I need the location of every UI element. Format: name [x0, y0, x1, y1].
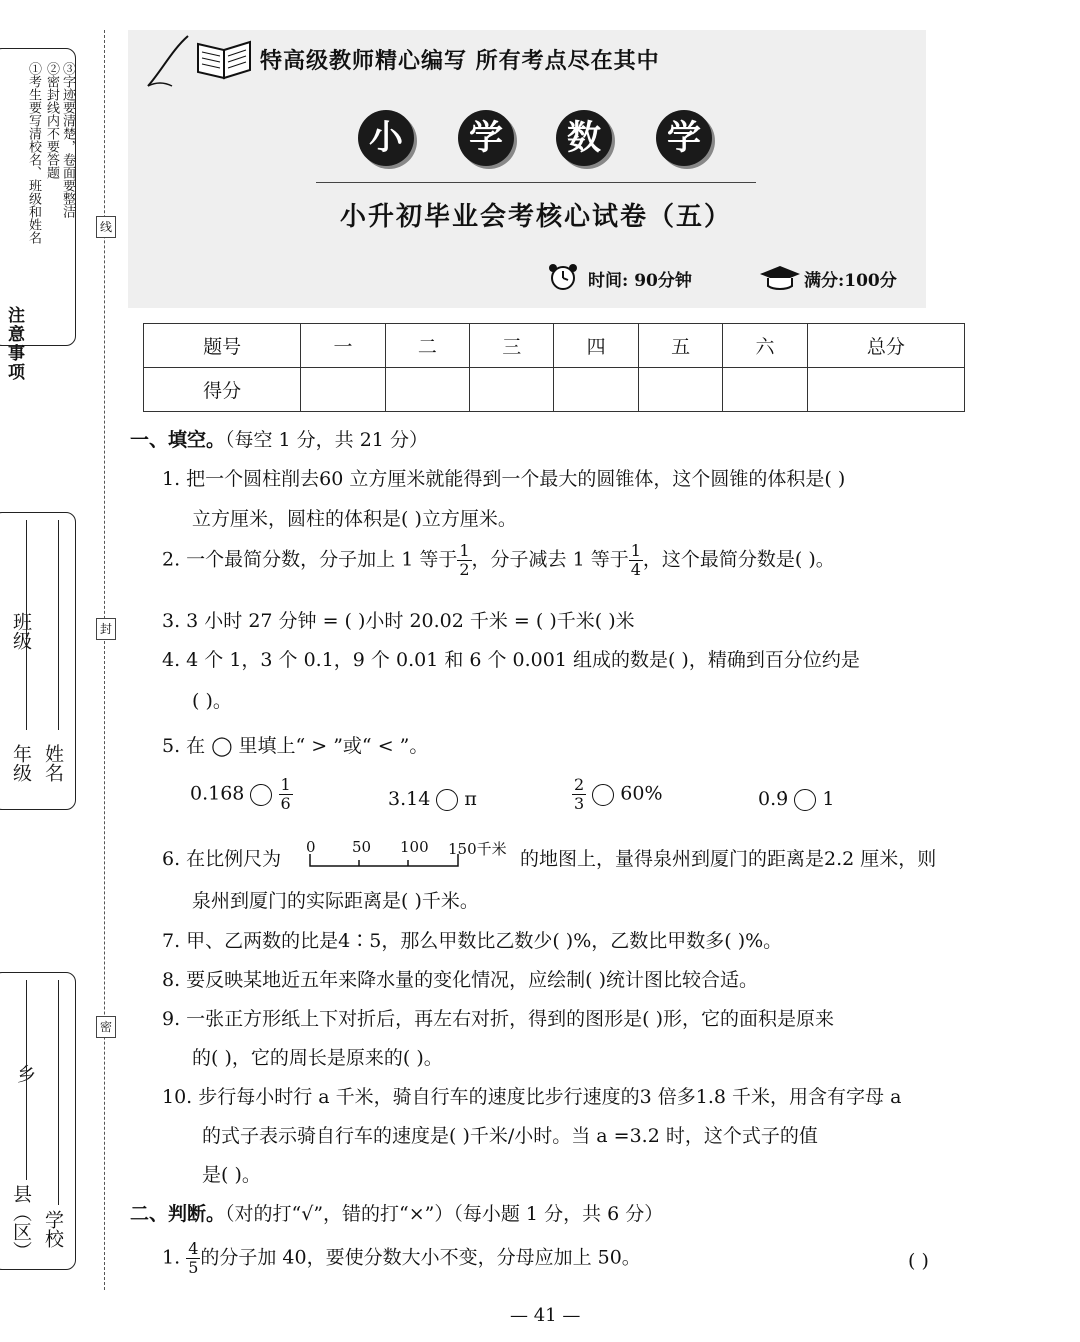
- score-input-cell[interactable]: [301, 368, 385, 412]
- notice-item-1: ①考生要写清校名、班级和姓名: [26, 62, 41, 244]
- question-6-post: 的地图上，量得泉州到厦门的距离是2.2 厘米，则: [520, 848, 937, 870]
- question-1a: 1. 把一个圆柱削去60 立方厘米就能得到一个最大的圆锥体，这个圆锥的体积是( ): [162, 468, 846, 490]
- judge-question-1: [162, 1240, 641, 1277]
- section2-heading: [130, 1199, 663, 1226]
- notice-item-3: ③字迹要清楚，卷面要整洁: [60, 62, 75, 218]
- fraction: [186, 1240, 200, 1277]
- compare-circle[interactable]: [794, 789, 816, 811]
- question-1b: 立方厘米，圆柱的体积是( )立方厘米。: [192, 508, 517, 530]
- title-char-3: 数: [556, 110, 612, 166]
- frac-num: 1: [630, 541, 641, 560]
- compare-item-d: [758, 788, 834, 811]
- compare-circle[interactable]: [250, 784, 272, 806]
- score-cell: 一: [301, 324, 385, 368]
- scale-tick-label: 0: [306, 838, 316, 856]
- class-label: 班级: [10, 612, 32, 650]
- grade-label: 年级: [10, 744, 32, 782]
- compare-item-b: [388, 788, 477, 811]
- compare-right: 1: [822, 788, 835, 810]
- question-3: 3. 3 小时 27 分钟 = ( )小时 20.02 千米 = ( )千米( )米: [162, 610, 635, 632]
- title-char-4: 学: [656, 110, 712, 166]
- compare-left: 3.14: [388, 788, 431, 810]
- question-2-mid: ，分子减去 1 等于: [471, 548, 629, 571]
- question-10b: 的式子表示骑自行车的速度是( )千米/小时。当 a =3.2 时，这个式子的值: [202, 1125, 818, 1147]
- fraction: [572, 776, 586, 813]
- score-cell: 题号: [144, 324, 301, 368]
- frac-num: 1: [459, 541, 470, 560]
- judge-q1-number: 1.: [162, 1246, 181, 1269]
- section2-note: （对的打“√”，错的打“×”）（每小题 1 分，共 6 分）: [225, 1203, 664, 1225]
- fraction: [457, 542, 471, 579]
- fraction: [279, 776, 293, 813]
- frac-den: 3: [574, 794, 585, 813]
- score-input-cell[interactable]: [638, 368, 722, 412]
- county-label: 县（区）: [10, 1184, 32, 1260]
- compare-left: 0.168: [190, 782, 245, 805]
- frac-num: 1: [280, 775, 291, 794]
- title-char-1: 小: [358, 110, 414, 166]
- compare-item-c: [572, 776, 663, 813]
- frac-den: 4: [630, 560, 641, 579]
- fraction: [629, 542, 643, 579]
- page-number: — 41 —: [510, 1305, 581, 1326]
- school-label: 学校: [42, 1210, 64, 1248]
- section2-title: 二、判断。: [130, 1203, 226, 1225]
- question-7: 7. 甲、乙两数的比是4∶5，那么甲数比乙数少( )%，乙数比甲数多( )%。: [162, 930, 783, 952]
- score-input-cell[interactable]: [554, 368, 638, 412]
- book-pen-icon: [142, 30, 262, 94]
- score-input-cell[interactable]: [723, 368, 807, 412]
- question-2-post: ，这个最简分数是( )。: [642, 548, 835, 571]
- score-input-cell[interactable]: [385, 368, 469, 412]
- title-rule: [316, 182, 756, 183]
- school-field-line: [58, 980, 59, 1205]
- frac-den: 5: [188, 1258, 199, 1277]
- question-8: 8. 要反映某地近五年来降水量的变化情况，应绘制( )统计图比较合适。: [162, 969, 759, 991]
- frac-num: 4: [188, 1239, 199, 1258]
- score-table-header-row: [144, 324, 965, 368]
- exam-time: 时间: 90分钟: [588, 271, 692, 291]
- scale-tick-label: 100: [400, 838, 429, 856]
- score-cell: 五: [638, 324, 722, 368]
- title-char-2: 学: [458, 110, 514, 166]
- question-10c: 是( )。: [202, 1164, 261, 1186]
- seal-char-line: 线: [96, 216, 116, 238]
- clock-icon: [544, 262, 582, 292]
- score-cell: 六: [723, 324, 807, 368]
- township-field-line: [26, 980, 27, 1180]
- question-4b: ( )。: [192, 690, 232, 712]
- score-cell: 四: [554, 324, 638, 368]
- scale-tick-label: 50: [352, 838, 372, 856]
- judge-q1-text: 的分子加 40，要使分数大小不变，分母应加上 50。: [200, 1246, 641, 1269]
- question-9b: 的( )，它的周长是原来的( )。: [192, 1047, 443, 1069]
- grad-cap-icon: [758, 264, 802, 292]
- slogan: 特高级教师精心编写 所有考点尽在其中: [260, 49, 660, 74]
- score-input-cell[interactable]: [470, 368, 554, 412]
- judge-q1-answer-paren[interactable]: ( ): [908, 1250, 929, 1272]
- question-2: [162, 542, 835, 579]
- scale-ruler: [306, 852, 466, 868]
- scale-tick-label: 150千米: [448, 840, 507, 858]
- scale-bar: [306, 838, 516, 868]
- score-row-label: 得分: [144, 368, 301, 412]
- name-label: 姓名: [42, 744, 64, 782]
- score-table: [143, 323, 965, 412]
- compare-circle[interactable]: [592, 784, 614, 806]
- section1-heading: [130, 425, 428, 452]
- score-input-cell[interactable]: [807, 368, 964, 412]
- question-10a: 10. 步行每小时行 a 千米，骑自行车的速度比步行速度的3 倍多1.8 千米，用含有字母 a: [162, 1086, 902, 1108]
- compare-right: 60%: [620, 782, 663, 805]
- score-cell: 总分: [807, 324, 964, 368]
- frac-num: 2: [574, 775, 585, 794]
- compare-item-a: [190, 776, 293, 813]
- section1-title: 一、填空。: [130, 429, 226, 451]
- score-cell: 三: [470, 324, 554, 368]
- exam-subtitle: 小升初毕业会考核心试卷（五）: [340, 202, 733, 232]
- seal-char-secret: 密: [96, 1016, 116, 1038]
- notice-title: 注意事项: [4, 306, 24, 382]
- score-cell: 二: [385, 324, 469, 368]
- compare-right: π: [464, 788, 477, 810]
- name-field-line: [58, 520, 59, 730]
- question-2-pre: 2. 一个最简分数，分子加上 1 等于: [162, 548, 458, 571]
- frac-den: 2: [459, 560, 470, 579]
- compare-left: 0.9̇: [758, 788, 789, 810]
- notice-item-2: ②密封线内不要答题: [44, 62, 59, 179]
- question-9a: 9. 一张正方形纸上下对折后，再左右对折，得到的图形是( )形，它的面积是原来: [162, 1008, 835, 1030]
- full-score: 满分:100分: [804, 271, 897, 291]
- frac-den: 6: [280, 794, 291, 813]
- township-label: 乡: [14, 1064, 36, 1083]
- question-6-pre: 6. 在比例尺为: [162, 848, 282, 870]
- question-6b: 泉州到厦门的实际距离是( )千米。: [192, 890, 479, 912]
- seal-char-seal: 封: [96, 618, 116, 640]
- section1-note: （每空 1 分，共 21 分）: [225, 429, 428, 451]
- question-5: 5. 在 ◯ 里填上“ > ”或“ < ”。: [162, 735, 429, 757]
- question-4a: 4. 4 个 1，3 个 0.1，9 个 0.01 和 6 个 0.001 组成的数是( )，精确到百分位约是: [162, 649, 860, 671]
- score-table-score-row: [144, 368, 965, 412]
- compare-circle[interactable]: [436, 789, 458, 811]
